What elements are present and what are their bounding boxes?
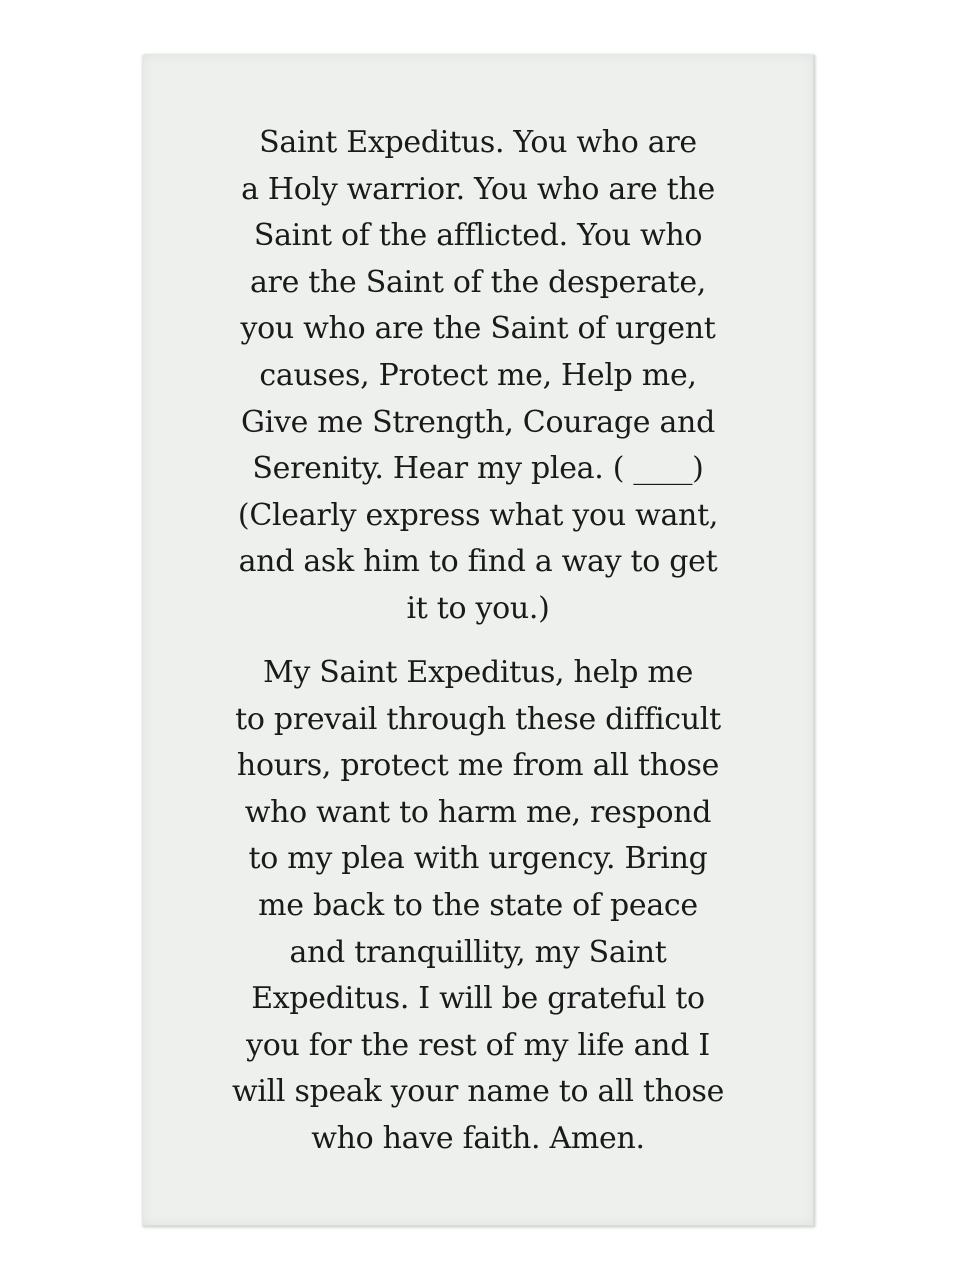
prayer-line: to my plea with urgency. Bring (248, 841, 708, 877)
prayer-line: Saint of the afflicted. You who (253, 218, 703, 254)
prayer-line: (Clearly express what you want, (237, 497, 719, 533)
prayer-line: and ask him to find a way to get (238, 544, 718, 580)
prayer-line: My Saint Expeditus, help me (262, 655, 694, 690)
prayer-paragraph-2 (143, 650, 813, 1163)
prayer-line: causes, Protect me, Help me, (259, 357, 697, 393)
prayer-line: hours, protect me from all those (236, 748, 720, 784)
prayer-line: Give me Strength, Courage and (241, 404, 715, 440)
prayer-line: a Holy warrior. You who are the (241, 171, 715, 207)
prayer-line: Expeditus. I will be grateful to (251, 981, 705, 1017)
prayer-line: who have faith. Amen. (311, 1120, 645, 1156)
prayer-card (143, 55, 815, 1227)
prayer-line: Saint Expeditus. You who are (259, 125, 697, 160)
prayer-line: will speak your name to all those (231, 1074, 725, 1110)
prayer-line: it to you.) (406, 590, 550, 626)
prayer-line: are the Saint of the desperate, (249, 264, 707, 300)
prayer-line: and tranquillity, my Saint (289, 934, 667, 970)
prayer-line: you who are the Saint of urgent (240, 311, 716, 347)
prayer-line: to prevail through these difficult (235, 701, 721, 737)
prayer-line: you for the rest of my life and I (246, 1027, 710, 1063)
prayer-line: Serenity. Hear my plea. ( ____) (252, 451, 704, 487)
prayer-paragraph-1 (143, 120, 813, 633)
prayer-line: me back to the state of peace (258, 887, 698, 923)
prayer-line: who want to harm me, respond (244, 794, 712, 830)
